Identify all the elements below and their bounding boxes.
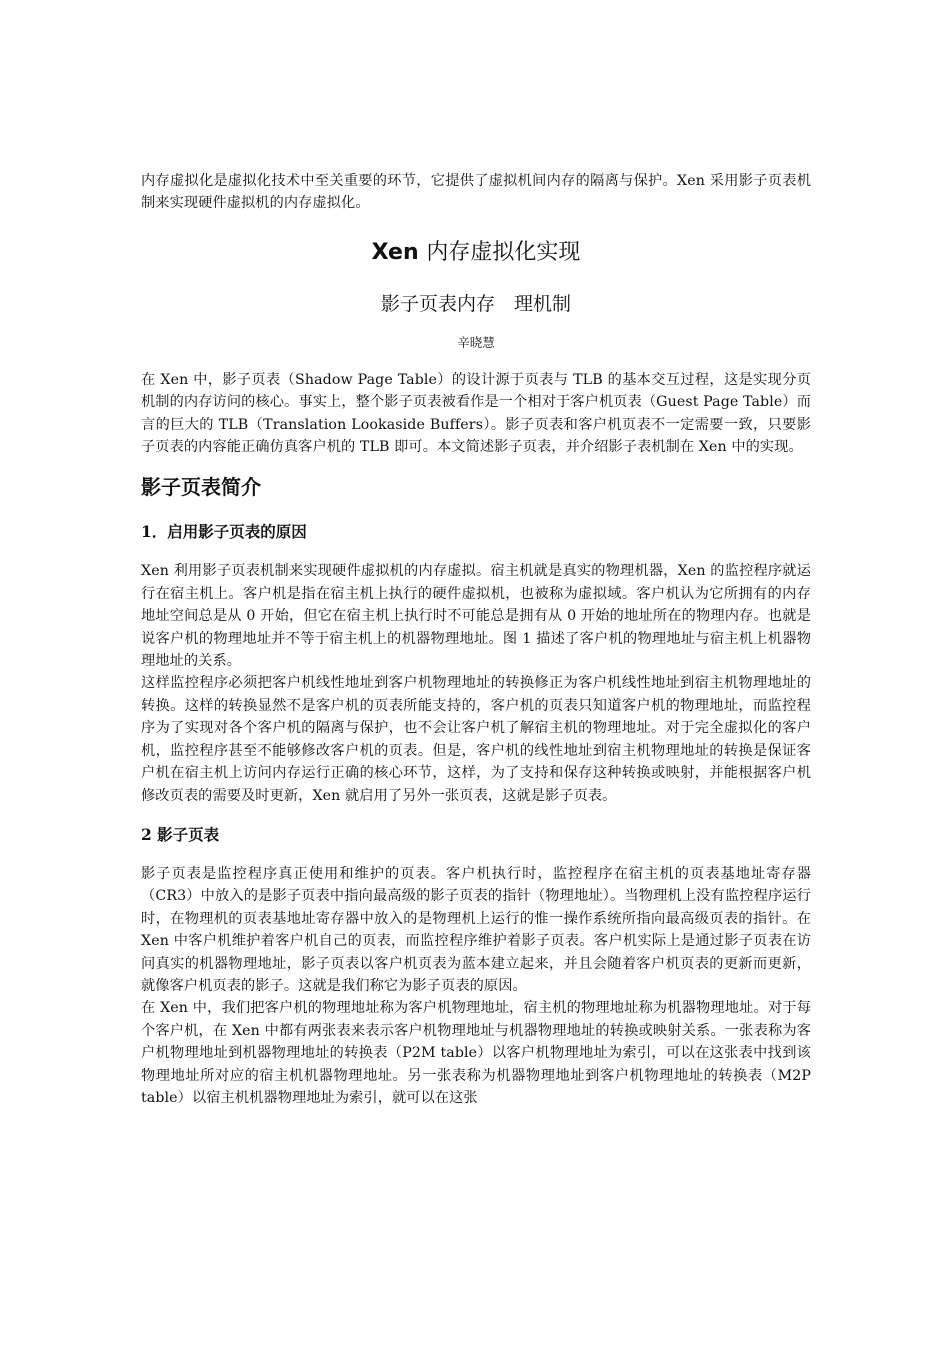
section-heading: 影子页表简介 <box>141 475 261 500</box>
document-page <box>141 170 811 1109</box>
body-paragraph: 在 Xen 中，我们把客户机的物理地址称为客户机物理地址，宿主机的物理地址称为机器物理地址。对于每个客户机，在 Xen 中都有两张表来表示客户机物理地址与机器物理地址的转换或映射关系。一张表称为客户机物理地址到机器物理地址的转换表（P2M table）以客户机物理地址为索引，可以在这张表中找到该物理地址所对应的宿主机机器物理地址。另一张表称为机器物理地址到客户机物理地址的转换表（M2P table）以宿主机机器物理地址为索引，就可以在这张 <box>141 1000 811 1106</box>
subsection-heading-1: 1．启用影子页表的原因 <box>141 522 307 542</box>
body-paragraph: 影子页表是监控程序真正使用和维护的页表。客户机执行时，监控程序在宿主机的页表基地址寄存器（CR3）中放入的是影子页表中指向最高级的影子页表的指针（物理地址）。当物理机上没有监控程序运行时，在物理机的页表基地址寄存器中放入的是物理机上运行的惟一操作系统所指向最高级页表的指针。在 Xen 中客户机维护着客户机自己的页表，而监控程序维护着影子页表。客户机实际上是通过影子页表在访问真实的机器物理地址，影子页表以客户机页表为蓝本建立起来，并且会随着客户机页表的更新而更新，就像客户机页表的影子。这就是我们称它为影子页表的原因。 <box>141 865 811 994</box>
intro-paragraph: 内存虚拟化是虚拟化技术中至关重要的环节，它提供了虚拟机间内存的隔离与保护。Xen 采用影子页表机制来实现硬件虚拟机的内存虚拟化。 <box>141 173 811 212</box>
abstract-paragraph: 在 Xen 中，影子页表（Shadow Page Table）的设计源于页表与 TLB 的基本交互过程，这是实现分页机制的内存访问的核心。事实上，整个影子页表被看作是一个相对于客户机页表（Guest Page Table）而言的巨大的 TLB（Translation Lookaside Buffers）。影子页表和客户机页表不一定需要一致，只要影子页表的内容能正确仿真客户机的 TLB 即可。本文简述影子页表，并介绍影子表机制在 Xen 中的实现。 <box>141 371 811 456</box>
title-latin: Xen <box>371 239 419 265</box>
body-paragraph: Xen 利用影子页表机制来实现硬件虚拟机的内存虚拟。宿主机就是真实的物理机器，Xen 的监控程序就运行在宿主机上。客户机是指在宿主机上执行的硬件虚拟机，也被称为虚拟域。客户机认为它所拥有的内存地址空间总是从 0 开始，但它在宿主机上执行时不可能总是拥有从 0 开始的地址所在的物理内存。也就是说客户机的物理地址并不等于宿主机上的机器物理地址。图 1 描述了客户机的物理地址与宿主机上机器物理地址的关系。 <box>141 563 811 670</box>
body-paragraph: 这样监控程序必须把客户机线性地址到客户机物理地址的转换修正为客户机线性地址到宿主机物理地址的转换。这样的转换显然不是客户机的页表所能支持的，客户机的页表只知道客户机的物理地址，而监控程序为了实现对各个客户机的隔离与保护，也不会让客户机了解宿主机的物理地址。对于完全虚拟化的客户机，监控程序甚至不能够修改客户机的页表。但是，客户机的线性地址到宿主机物理地址的转换是保证客户机在宿主机上访问内存运行正确的核心环节，这样，为了支持和保存这种转换或映射，并能根据客户机修改页表的需要及时更新，Xen 就启用了另外一张页表，这就是影子页表。 <box>141 675 811 804</box>
subsection-heading-2: 2 影子页表 <box>141 824 220 844</box>
author-name: 辛晓慧 <box>457 334 495 350</box>
document-subtitle: 影子页表内存 理机制 <box>380 292 571 315</box>
document-title <box>141 235 811 271</box>
title-chinese: 内存虚拟化实现 <box>426 239 581 265</box>
